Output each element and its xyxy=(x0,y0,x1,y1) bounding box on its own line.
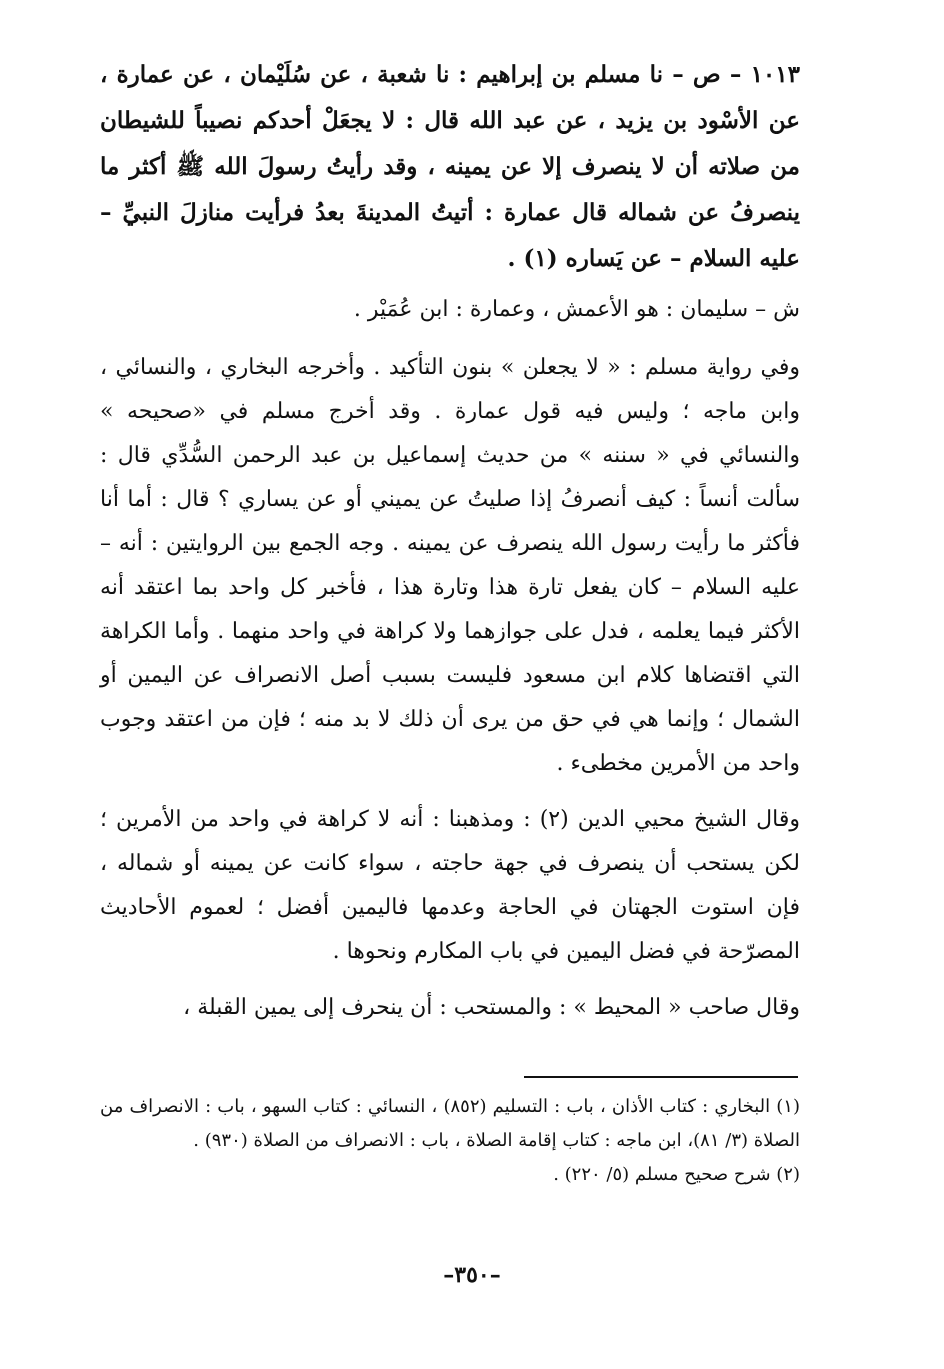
commentary xyxy=(100,288,800,1030)
commentary-paragraph-4: وقال صاحب « المحيط » : والمستحب : أن ينحرف إلى يمين القبلة ، xyxy=(183,995,800,1020)
footnotes xyxy=(100,1090,800,1192)
page-number: –٣٥٠– xyxy=(443,1262,501,1288)
footnote-divider xyxy=(524,1076,798,1078)
hadith-text: ١٠١٣ – ص – نا مسلم بن إبراهيم : نا شعبة ، عن سُلَيْمان ، عن عمارة ، عن الأسْود بن يزيد ، عن عبد الله قال : لا يجعَلْ أحدكم نصيباً للشيطان من صلاته أن لا ينصرف إلا عن يمينه ، وقد رأيتُ رسولَ الله ﷺ أكثر ما ينصرفُ عن شماله قال عمارة : أتيتُ المدينةَ بعدُ فرأيت منازلَ النبيِّ – عليه السلام – عن يَساره (١) . xyxy=(100,61,800,272)
footnote-1: (١) البخاري : كتاب الأذان ، باب : التسليم (٨٥٢) ، النسائي : كتاب السهو ، باب : الانصراف من الصلاة (٣/ ٨١)، ابن ماجه : كتاب إقامة الصلاة ، باب : الانصراف من الصلاة (٩٣٠) . xyxy=(100,1096,800,1151)
footnote-2: (٢) شرح صحيح مسلم (٥/ ٢٢٠) . xyxy=(553,1164,800,1185)
commentary-paragraph-3: وقال الشيخ محيي الدين (٢) : ومذهبنا : أنه لا كراهة في واحد من الأمرين ؛ لكن يستحب أن ينصرف في جهة حاجته ، سواء كانت عن يمينه أو شماله ، فإن استوت الجهتان في الحاجة وعدمها فاليمين أفضل ؛ لعموم الأحاديث المصرّحة في فضل اليمين في باب المكارم ونحوها . xyxy=(100,807,800,964)
page-body xyxy=(100,52,800,1042)
commentary-paragraph-2: وفي رواية مسلم : « لا يجعلن » بنون التأكيد . وأخرجه البخاري ، والنسائي ، وابن ماجه ؛ وليس فيه قول عمارة . وقد أخرج مسلم في «صحيحه » والنسائي في « سننه » من حديث إسماعيل بن عبد الرحمن السُّدِّي قال : سألت أنساً : كيف أنصرفُ إذا صليتُ عن يميني أو عن يساري ؟ قال : أما أنا فأكثر ما رأيت رسول الله ينصرف عن يمينه . وجه الجمع بين الروايتين : أنه – عليه السلام – كان يفعل تارة هذا وتارة هذا ، فأخبر كل واحد بما اعتقد أنه الأكثر فيما يعلمه ، فدل على جوازهما ولا كراهة في واحد منهما . وأما الكراهة التي اقتضاها كلام ابن مسعود فليست بسبب أصل الانصراف عن اليمين أو الشمال ؛ وإنما هي في حق من يرى أن ذلك لا بد منه ؛ فإن من اعتقد وجوب واحد من الأمرين مخطىء . xyxy=(100,355,800,776)
commentary-paragraph-1: ش – سليمان : هو الأعمش ، وعمارة : ابن عُمَيْر . xyxy=(353,297,800,322)
